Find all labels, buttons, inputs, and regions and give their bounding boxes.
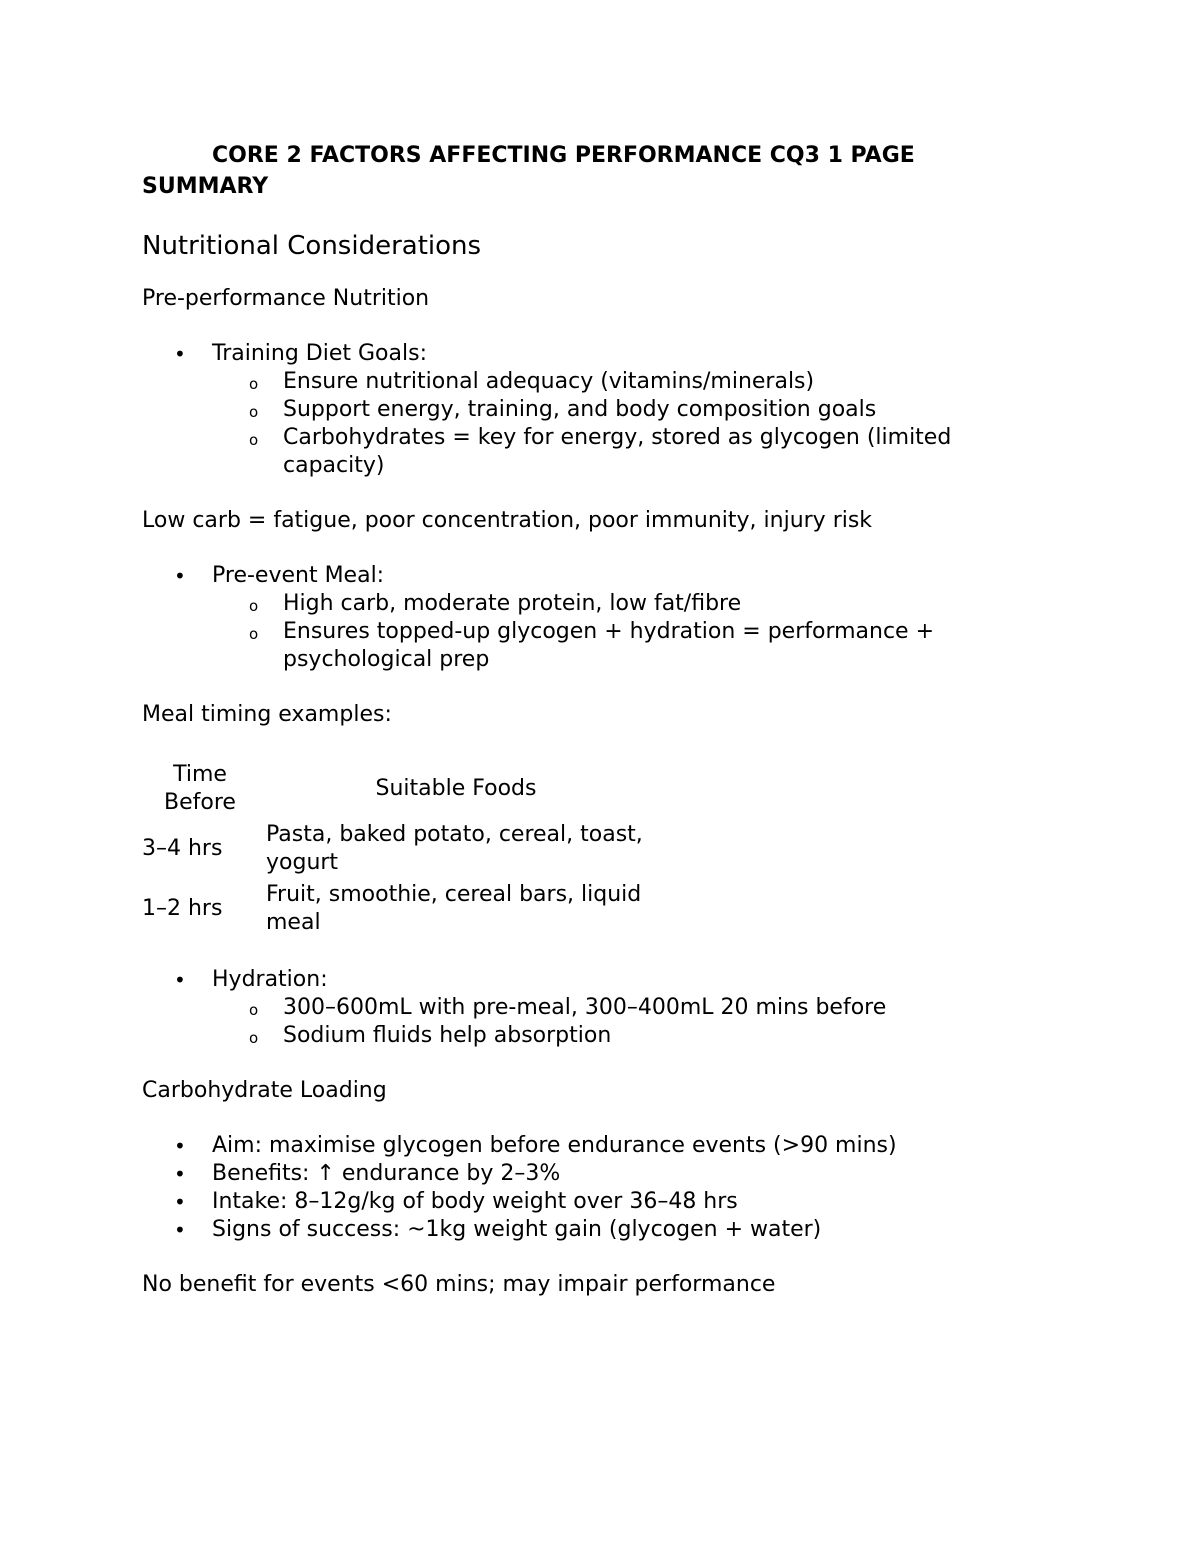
sub-bullet-icon: o xyxy=(249,625,259,643)
column-header-foods: Suitable Foods xyxy=(375,776,537,801)
sub-bullet-icon: o xyxy=(249,403,259,421)
bullet-icon: • xyxy=(174,1218,186,1242)
meal-timing-table xyxy=(138,759,650,939)
bullet-icon: • xyxy=(174,968,186,992)
carb-loading-heading: Carbohydrate Loading xyxy=(142,1078,387,1103)
sub-list-item: o 300–600mL with pre-meal, 300–400mL 20 mins before xyxy=(212,994,1042,1022)
list-item: • Intake: 8–12g/kg of body weight over 36–48 hrs xyxy=(174,1189,738,1214)
sub-bullet-icon: o xyxy=(249,597,259,615)
pre-performance-heading: Pre-performance Nutrition xyxy=(142,286,430,311)
list-item xyxy=(142,340,1042,480)
bullet-icon: • xyxy=(174,1190,186,1214)
training-diet-sublist xyxy=(212,368,1042,480)
hydration-list xyxy=(142,966,1042,1050)
sub-list-item: o Ensure nutritional adequacy (vitamins/minerals) xyxy=(212,368,1042,396)
sub-bullet-icon: o xyxy=(249,375,259,393)
sub-list-item: o Carbohydrates = key for energy, stored as glycogen (limited capacity) xyxy=(249,425,952,478)
sub-list-item: o Sodium fluids help absorption xyxy=(212,1022,1042,1050)
sub-list-item: o High carb, moderate protein, low fat/fibre xyxy=(212,590,1042,618)
sub-list-item: o Ensures topped-up glycogen + hydration = performance + psychological prep xyxy=(249,619,935,672)
hydration-sublist xyxy=(212,994,1042,1050)
low-carb-note: Low carb = fatigue, poor concentration, poor immunity, injury risk xyxy=(142,508,873,533)
document-title: CORE 2 FACTORS AFFECTING PERFORMANCE CQ3 1 PAGE SUMMARY xyxy=(142,143,915,199)
list-item xyxy=(142,966,1042,1050)
carb-loading-list xyxy=(142,1132,1042,1244)
time-cell: 1–2 hrs xyxy=(142,896,223,921)
document-page xyxy=(142,140,1042,1299)
foods-cell: Fruit, smoothie, cereal bars, liquid meal xyxy=(266,882,642,935)
table-header-row xyxy=(138,759,650,819)
pre-event-meal-list xyxy=(142,562,1042,674)
list-item: • Signs of success: ~1kg weight gain (glycogen + water) xyxy=(174,1217,822,1242)
sub-bullet-icon: o xyxy=(249,1001,259,1019)
list-item: • Aim: maximise glycogen before endurance events (>90 mins) xyxy=(174,1133,897,1158)
sub-bullet-icon: o xyxy=(249,1029,259,1047)
bullet-icon: • xyxy=(174,1134,186,1158)
list-item: • Benefits: ↑ endurance by 2–3% xyxy=(174,1161,561,1186)
table-row xyxy=(138,819,650,879)
sub-list-item: o Support energy, training, and body composition goals xyxy=(212,396,1042,424)
time-cell: 3–4 hrs xyxy=(142,836,223,861)
section-heading: Nutritional Considerations xyxy=(142,231,482,261)
training-diet-label: Training Diet Goals: xyxy=(212,341,427,366)
list-item xyxy=(142,562,1042,674)
pre-event-meal-label: Pre-event Meal: xyxy=(212,563,385,588)
table-row xyxy=(138,879,650,939)
bullet-icon: • xyxy=(174,564,186,588)
training-diet-list xyxy=(142,340,1042,480)
foods-cell: Pasta, baked potato, cereal, toast, yogurt xyxy=(266,822,643,875)
meal-timing-heading: Meal timing examples: xyxy=(142,702,392,727)
bullet-icon: • xyxy=(174,342,186,366)
bullet-icon: • xyxy=(174,1162,186,1186)
carb-loading-note: No benefit for events <60 mins; may impair performance xyxy=(142,1272,776,1297)
hydration-label: Hydration: xyxy=(212,967,328,992)
pre-event-meal-sublist xyxy=(212,590,1042,674)
column-header-time: Time Before xyxy=(164,762,236,815)
sub-bullet-icon: o xyxy=(249,431,259,449)
